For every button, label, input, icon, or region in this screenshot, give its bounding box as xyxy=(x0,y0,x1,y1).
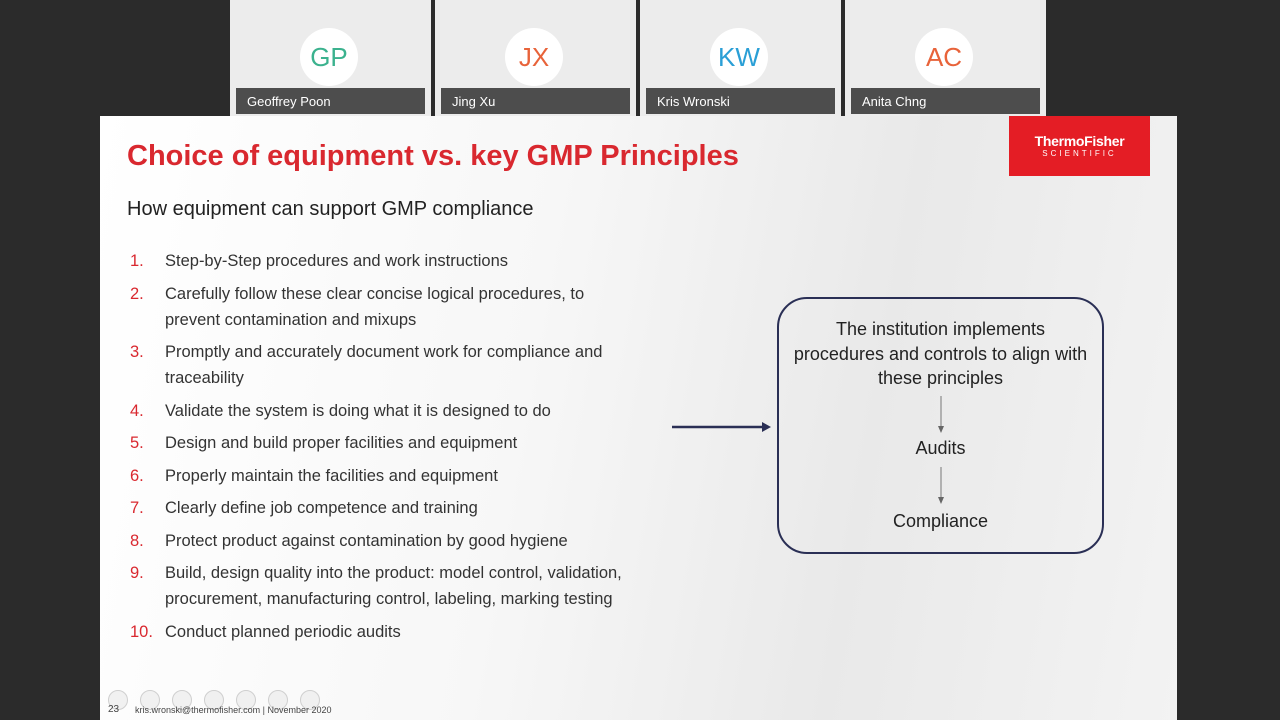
slide-number: 23 xyxy=(108,704,120,715)
list-item xyxy=(130,619,630,645)
item-number: 10. xyxy=(130,622,153,641)
logo-wordmark: ThermoFisher xyxy=(1034,132,1125,149)
logo-tagline: SCIENTIFIC xyxy=(1042,148,1117,158)
shared-slide xyxy=(100,116,1177,720)
participant-name: Kris Wronski xyxy=(646,88,835,114)
item-text: Carefully follow these clear concise logical procedures, to prevent contamination and mixups xyxy=(165,284,585,329)
item-text: Build, design quality into the product: model control, validation, procurement, manufacturing control, labeling, marking testing xyxy=(165,564,622,608)
participant-name: Anita Chng xyxy=(851,88,1040,114)
list-item xyxy=(130,560,630,612)
list-item xyxy=(130,495,630,521)
flow-step-audits: Audits xyxy=(915,438,966,458)
flow-statement: The institution implements procedures and controls to align with these principles xyxy=(793,319,1088,388)
item-number: 7. xyxy=(130,499,144,517)
footer-text: kris.wronski@thermofisher.com | November 2020 xyxy=(135,705,332,715)
principles-list xyxy=(130,248,630,651)
list-item xyxy=(130,463,630,489)
list-item xyxy=(130,398,630,424)
participant-strip xyxy=(230,0,1046,116)
right-arrow-icon xyxy=(670,418,774,436)
item-text: Clearly define job competence and training xyxy=(165,499,478,517)
thermofisher-logo xyxy=(1009,116,1150,176)
item-text: Properly maintain the facilities and equipment xyxy=(165,466,498,485)
item-number: 6. xyxy=(130,466,144,485)
item-text: Protect product against contamination by good hygiene xyxy=(165,531,568,550)
list-item xyxy=(130,281,630,333)
item-number: 2. xyxy=(130,284,144,303)
avatar: GP xyxy=(300,28,358,86)
participant-tile[interactable] xyxy=(640,0,841,116)
down-arrow-icon xyxy=(936,396,946,434)
down-arrow-icon xyxy=(936,467,946,505)
list-item xyxy=(130,248,630,274)
list-item xyxy=(130,430,630,456)
slide-footer xyxy=(100,696,1177,720)
flow-box xyxy=(777,297,1104,554)
item-text: Design and build proper facilities and equipment xyxy=(165,434,518,452)
participant-name: Jing Xu xyxy=(441,88,630,114)
participant-tile[interactable] xyxy=(230,0,431,116)
item-number: 3. xyxy=(130,343,144,361)
avatar: KW xyxy=(710,28,768,86)
item-number: 5. xyxy=(130,434,144,452)
list-item xyxy=(130,528,630,554)
avatar: AC xyxy=(915,28,973,86)
item-text: Step-by-Step procedures and work instructions xyxy=(165,252,509,270)
item-number: 1. xyxy=(130,252,144,270)
participant-name: Geoffrey Poon xyxy=(236,88,425,114)
flow-step-compliance: Compliance xyxy=(892,511,989,531)
item-number: 8. xyxy=(130,531,144,550)
participant-tile[interactable] xyxy=(845,0,1046,116)
item-text: Promptly and accurately document work for compliance and traceability xyxy=(165,343,603,387)
list-item xyxy=(130,339,630,391)
slide-title: Choice of equipment vs. key GMP Principles xyxy=(127,140,739,172)
participant-tile[interactable] xyxy=(435,0,636,116)
avatar: JX xyxy=(505,28,563,86)
item-text: Conduct planned periodic audits xyxy=(165,622,401,641)
item-number: 9. xyxy=(130,564,144,582)
item-text: Validate the system is doing what it is designed to do xyxy=(165,401,551,420)
slide-subtitle: How equipment can support GMP compliance xyxy=(127,198,534,220)
item-number: 4. xyxy=(130,401,144,420)
